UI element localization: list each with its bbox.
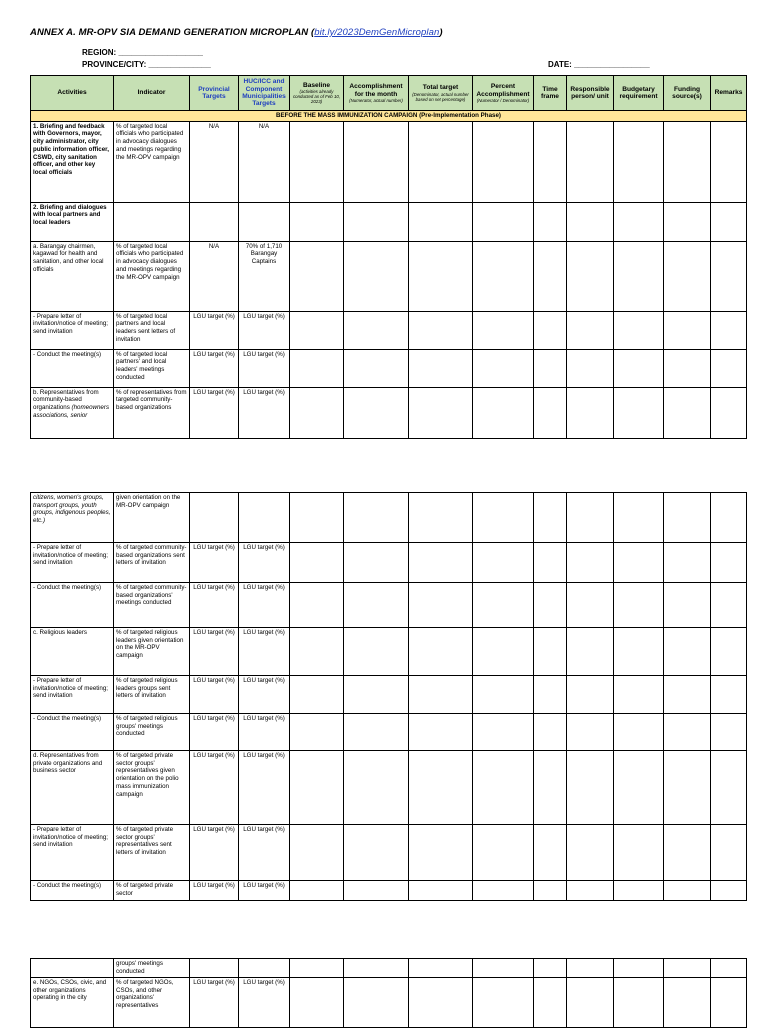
activity-cell: a. Barangay chairmen, kagawad for health and sanitation, and other local officials [31,241,114,311]
table-row [31,311,747,349]
time-frame-cell[interactable] [534,202,567,241]
activity-cell: - Prepare letter of invitation/notice of meeting; send invitation [31,311,114,349]
responsible-cell[interactable] [567,311,614,349]
funding-cell[interactable] [664,959,711,978]
time-frame-cell[interactable] [534,121,567,202]
provincial-cell: LGU target (%) [190,543,239,583]
table-row [31,959,747,978]
provincial-cell: LGU target (%) [190,349,239,387]
responsible-cell[interactable] [567,714,614,751]
baseline-cell[interactable] [290,387,344,438]
huc-cell: LGU target (%) [239,881,290,901]
huc-cell: LGU target (%) [239,978,290,1028]
budgetary-cell[interactable] [614,311,664,349]
time-frame-cell[interactable] [534,387,567,438]
remarks-cell[interactable] [711,583,747,628]
provincial-cell [190,493,239,543]
activity-italic-text: (homeowners associations, senior [33,404,110,419]
budgetary-cell[interactable] [614,714,664,751]
remarks-cell[interactable] [711,387,747,438]
accomplishment-cell[interactable] [344,978,409,1028]
indicator-cell [114,202,190,241]
provincial-cell: LGU target (%) [190,311,239,349]
huc-cell: LGU target (%) [239,751,290,825]
baseline-cell[interactable] [290,978,344,1028]
responsible-cell[interactable] [567,202,614,241]
total-target-cell[interactable] [409,978,473,1028]
percent-cell[interactable] [473,978,534,1028]
percent-cell[interactable] [473,349,534,387]
remarks-cell[interactable] [711,121,747,202]
responsible-cell[interactable] [567,349,614,387]
funding-cell[interactable] [664,628,711,676]
funding-cell[interactable] [664,881,711,901]
activity-cell: citizens, women's groups, transport groups, youth groups, indigenous peoples, etc.) [31,493,114,543]
accomplishment-cell[interactable] [344,628,409,676]
responsible-cell[interactable] [567,121,614,202]
huc-cell: LGU target (%) [239,825,290,881]
indicator-cell: given orientation on the MR-OPV campaign [114,493,190,543]
responsible-cell[interactable] [567,978,614,1028]
baseline-cell[interactable] [290,714,344,751]
microplan-table-page-3 [30,958,747,1028]
total-target-cell[interactable] [409,493,473,543]
huc-cell: N/A [239,121,290,202]
total-target-cell[interactable] [409,543,473,583]
percent-note: (Numerator / Denominator) [476,97,530,103]
time-frame-cell[interactable] [534,241,567,311]
activity-cell: - Conduct the meeting(s) [31,714,114,751]
activity-cell: - Conduct the meeting(s) [31,881,114,901]
microplan-link[interactable]: bit.ly/2023DemGenMicroplan [314,27,440,38]
activity-cell: e. NGOs, CSOs, civic, and other organizations operating in the city [31,978,114,1028]
huc-cell: LGU target (%) [239,628,290,676]
budgetary-cell[interactable] [614,628,664,676]
time-frame-cell[interactable] [534,583,567,628]
total-target-cell[interactable] [409,387,473,438]
funding-header: Funding source(s) [664,76,711,111]
total-target-cell[interactable] [409,202,473,241]
funding-cell[interactable] [664,978,711,1028]
funding-cell[interactable] [664,121,711,202]
remarks-cell[interactable] [711,978,747,1028]
time-frame-cell[interactable] [534,751,567,825]
funding-cell[interactable] [664,311,711,349]
funding-cell[interactable] [664,583,711,628]
accomplishment-cell[interactable] [344,676,409,714]
responsible-cell[interactable] [567,493,614,543]
remarks-cell[interactable] [711,825,747,881]
budgetary-cell[interactable] [614,241,664,311]
responsible-cell[interactable] [567,583,614,628]
baseline-cell[interactable] [290,628,344,676]
percent-cell[interactable] [473,714,534,751]
huc-cell: LGU target (%) [239,676,290,714]
activity-cell: - Conduct the meeting(s) [31,583,114,628]
accomplishment-label: Accomplishment for the month [349,83,403,98]
indicator-cell: % of targeted NGOs, CSOs, and other organizations' representatives [114,978,190,1028]
time-frame-cell[interactable] [534,493,567,543]
indicator-header: Indicator [114,76,190,111]
province-city-field: PROVINCE/CITY: ______________ [82,60,211,69]
total-target-cell[interactable] [409,583,473,628]
huc-cell: LGU target (%) [239,387,290,438]
responsible-cell[interactable] [567,628,614,676]
accomplishment-cell[interactable] [344,881,409,901]
indicator-cell: % of targeted local partners' and local leaders' meetings conducted [114,349,190,387]
total-target-cell[interactable] [409,751,473,825]
provincial-cell: LGU target (%) [190,881,239,901]
budgetary-cell[interactable] [614,881,664,901]
time-frame-cell[interactable] [534,825,567,881]
funding-cell[interactable] [664,241,711,311]
remarks-cell[interactable] [711,881,747,901]
percent-cell[interactable] [473,676,534,714]
total-target-cell[interactable] [409,241,473,311]
phase-label: BEFORE THE MASS IMMUNIZATION CAMPAIGN (Pre-Implementation Phase) [31,111,747,122]
baseline-label: Baseline [302,81,331,89]
accomplishment-cell[interactable] [344,121,409,202]
accomplishment-cell[interactable] [344,493,409,543]
table-row [31,628,747,676]
baseline-cell[interactable] [290,349,344,387]
accomplishment-cell[interactable] [344,714,409,751]
total-target-cell[interactable] [409,881,473,901]
indicator-cell: % of targeted religious leaders groups sent letters of invitation [114,676,190,714]
percent-cell[interactable] [473,628,534,676]
provincial-cell [190,959,239,978]
percent-cell[interactable] [473,543,534,583]
table-row [31,714,747,751]
remarks-cell[interactable] [711,493,747,543]
provincial-cell: N/A [190,241,239,311]
table-row [31,583,747,628]
provincial-cell: N/A [190,121,239,202]
percent-cell[interactable] [473,493,534,543]
accomplishment-cell[interactable] [344,387,409,438]
date-field: DATE: _________________ [548,60,650,69]
baseline-cell[interactable] [290,751,344,825]
activity-cell: d. Representatives from private organizations and business sector [31,751,114,825]
table-row [31,881,747,901]
time-frame-cell[interactable] [534,628,567,676]
time-frame-cell[interactable] [534,676,567,714]
responsible-cell[interactable] [567,676,614,714]
accomplishment-cell[interactable] [344,583,409,628]
huc-cell: LGU target (%) [239,349,290,387]
funding-cell[interactable] [664,714,711,751]
percent-cell[interactable] [473,583,534,628]
budgetary-header: Budgetary requirement [614,76,664,111]
total-target-cell[interactable] [409,959,473,978]
total-target-cell[interactable] [409,121,473,202]
provincial-cell: LGU target (%) [190,583,239,628]
baseline-cell[interactable] [290,543,344,583]
total-target-cell[interactable] [409,349,473,387]
table-row [31,349,747,387]
percent-cell[interactable] [473,387,534,438]
responsible-cell[interactable] [567,959,614,978]
total-target-cell[interactable] [409,825,473,881]
percent-cell[interactable] [473,959,534,978]
accomplishment-cell[interactable] [344,825,409,881]
percent-cell[interactable] [473,825,534,881]
budgetary-cell[interactable] [614,387,664,438]
percent-cell[interactable] [473,241,534,311]
time-frame-header: Time frame [534,76,567,111]
percent-label: Percent Accomplishment [476,83,530,98]
funding-cell[interactable] [664,825,711,881]
accomplishment-cell[interactable] [344,543,409,583]
total-target-label: Total target [422,84,459,92]
indicator-cell: % of targeted community-based organizations sent letters of invitation [114,543,190,583]
accomplishment-cell[interactable] [344,751,409,825]
activities-header: Activities [31,76,114,111]
time-frame-cell[interactable] [534,959,567,978]
indicator-cell: % of targeted local officials who participated in advocacy dialogues and meetings regarding the MR-OPV campaign [114,121,190,202]
budgetary-cell[interactable] [614,202,664,241]
accomplishment-cell[interactable] [344,311,409,349]
accomplishment-note: (Numerator, actual number) [349,97,403,103]
remarks-cell[interactable] [711,311,747,349]
provincial-targets-header: Provincial Targets [190,76,239,111]
indicator-cell: % of targeted community-based organizations' meetings conducted [114,583,190,628]
budgetary-cell[interactable] [614,825,664,881]
time-frame-cell[interactable] [534,349,567,387]
time-frame-cell[interactable] [534,543,567,583]
title-text: ANNEX A. MR-OPV SIA DEMAND GENERATION MICROPLAN [30,27,309,38]
indicator-cell: % of targeted private sector [114,881,190,901]
percent-cell[interactable] [473,202,534,241]
indicator-cell: % of targeted religious groups' meetings conducted [114,714,190,751]
indicator-cell: % of representatives from targeted community-based organizations [114,387,190,438]
time-frame-cell[interactable] [534,311,567,349]
percent-header [473,76,534,111]
activity-text: b. Representatives from community-based organizations [33,388,99,412]
baseline-cell[interactable] [290,241,344,311]
total-target-cell[interactable] [409,714,473,751]
remarks-header: Remarks [711,76,747,111]
indicator-cell: % of targeted local partners and local leaders sent letters of invitation [114,311,190,349]
budgetary-cell[interactable] [614,751,664,825]
indicator-cell: groups' meetings conducted [114,959,190,978]
provincial-cell: LGU target (%) [190,628,239,676]
funding-cell[interactable] [664,387,711,438]
funding-cell[interactable] [664,202,711,241]
percent-cell[interactable] [473,311,534,349]
baseline-cell[interactable] [290,493,344,543]
huc-cell: LGU target (%) [239,583,290,628]
funding-cell[interactable] [664,493,711,543]
huc-cell: LGU target (%) [239,714,290,751]
provincial-cell: LGU target (%) [190,387,239,438]
activity-cell [31,959,114,978]
huc-targets-header: HUC/ICC and Component Municipalities Targets [239,76,290,111]
percent-cell[interactable] [473,751,534,825]
budgetary-cell[interactable] [614,493,664,543]
budgetary-cell[interactable] [614,543,664,583]
table-row [31,493,747,543]
provincial-cell: LGU target (%) [190,714,239,751]
huc-cell [239,493,290,543]
provincial-cell: LGU target (%) [190,751,239,825]
budgetary-cell[interactable] [614,978,664,1028]
remarks-cell[interactable] [711,714,747,751]
table-row [31,387,747,438]
indicator-cell: % of targeted religious leaders given orientation on the MR-OPV campaign [114,628,190,676]
baseline-cell[interactable] [290,959,344,978]
time-frame-cell[interactable] [534,881,567,901]
phase-row [31,111,747,122]
baseline-cell[interactable] [290,121,344,202]
remarks-cell[interactable] [711,751,747,825]
indicator-cell: % of targeted private sector groups' representatives given orientation on the polio mass immunization campaign [114,751,190,825]
activity-cell: - Prepare letter of invitation/notice of meeting; send invitation [31,543,114,583]
table-row [31,121,747,202]
budgetary-cell[interactable] [614,121,664,202]
remarks-cell[interactable] [711,676,747,714]
activity-cell: - Prepare letter of invitation/notice of meeting; send invitation [31,676,114,714]
accomplishment-header [344,76,409,111]
time-frame-cell[interactable] [534,978,567,1028]
huc-cell [239,959,290,978]
baseline-cell[interactable] [290,583,344,628]
total-target-note: (Denominator, actual number based on set percentage) [412,91,469,102]
provincial-cell: LGU target (%) [190,825,239,881]
remarks-cell[interactable] [711,543,747,583]
huc-cell: LGU target (%) [239,543,290,583]
remarks-cell[interactable] [711,349,747,387]
budgetary-cell[interactable] [614,349,664,387]
huc-cell: LGU target (%) [239,311,290,349]
budgetary-cell[interactable] [614,676,664,714]
funding-cell[interactable] [664,676,711,714]
activity-cell: - Conduct the meeting(s) [31,349,114,387]
baseline-cell[interactable] [290,825,344,881]
accomplishment-cell[interactable] [344,959,409,978]
funding-cell[interactable] [664,751,711,825]
activity-cell: 2. Briefing and dialogues with local partners and local leaders [31,202,114,241]
percent-cell[interactable] [473,881,534,901]
provincial-cell: LGU target (%) [190,676,239,714]
table-row [31,543,747,583]
provincial-cell [190,202,239,241]
provincial-cell: LGU target (%) [190,978,239,1028]
header-row [31,76,747,111]
region-field: REGION: ___________________ [82,48,203,57]
activity-cell: c. Religious leaders [31,628,114,676]
responsible-cell[interactable] [567,543,614,583]
total-target-header [409,76,473,111]
baseline-cell[interactable] [290,881,344,901]
accomplishment-cell[interactable] [344,202,409,241]
baseline-header [290,76,344,111]
responsible-cell[interactable] [567,751,614,825]
activity-cell: 1. Briefing and feedback with Governors, mayor, city administrator, city public information officer, CSWD, city sanitation officer, and other key local officials [31,121,114,202]
baseline-note: (activities already conducted as of Feb 10, 2023) [292,89,341,105]
huc-cell: 70% of 1,710 Barangay Captains [239,241,290,311]
indicator-cell: % of targeted private sector groups' representatives sent letters of invitation [114,825,190,881]
remarks-cell[interactable] [711,202,747,241]
remarks-cell[interactable] [711,241,747,311]
microplan-table-page-1 [30,75,747,439]
responsible-cell[interactable] [567,825,614,881]
percent-cell[interactable] [473,121,534,202]
accomplishment-cell[interactable] [344,241,409,311]
responsible-cell[interactable] [567,241,614,311]
microplan-table-page-2 [30,492,747,901]
document-title: ANNEX A. MR-OPV SIA DEMAND GENERATION MICROPLAN (bit.ly/2023DemGenMicroplan) [30,27,443,38]
funding-cell[interactable] [664,543,711,583]
table-row [31,202,747,241]
baseline-cell[interactable] [290,202,344,241]
table-row [31,751,747,825]
time-frame-cell[interactable] [534,714,567,751]
responsible-header: Responsible person/ unit [567,76,614,111]
baseline-cell[interactable] [290,676,344,714]
activity-cell [31,387,114,438]
activity-cell: - Prepare letter of invitation/notice of meeting; send invitation [31,825,114,881]
funding-cell[interactable] [664,349,711,387]
remarks-cell[interactable] [711,959,747,978]
responsible-cell[interactable] [567,387,614,438]
table-row [31,978,747,1028]
total-target-cell[interactable] [409,676,473,714]
responsible-cell[interactable] [567,881,614,901]
huc-cell [239,202,290,241]
baseline-cell[interactable] [290,311,344,349]
table-row [31,825,747,881]
budgetary-cell[interactable] [614,959,664,978]
table-row [31,241,747,311]
total-target-cell[interactable] [409,311,473,349]
remarks-cell[interactable] [711,628,747,676]
indicator-cell: % of targeted local officials who participated in advocacy dialogues and meetings regarding the MR-OPV campaign [114,241,190,311]
budgetary-cell[interactable] [614,583,664,628]
total-target-cell[interactable] [409,628,473,676]
table-row [31,676,747,714]
accomplishment-cell[interactable] [344,349,409,387]
